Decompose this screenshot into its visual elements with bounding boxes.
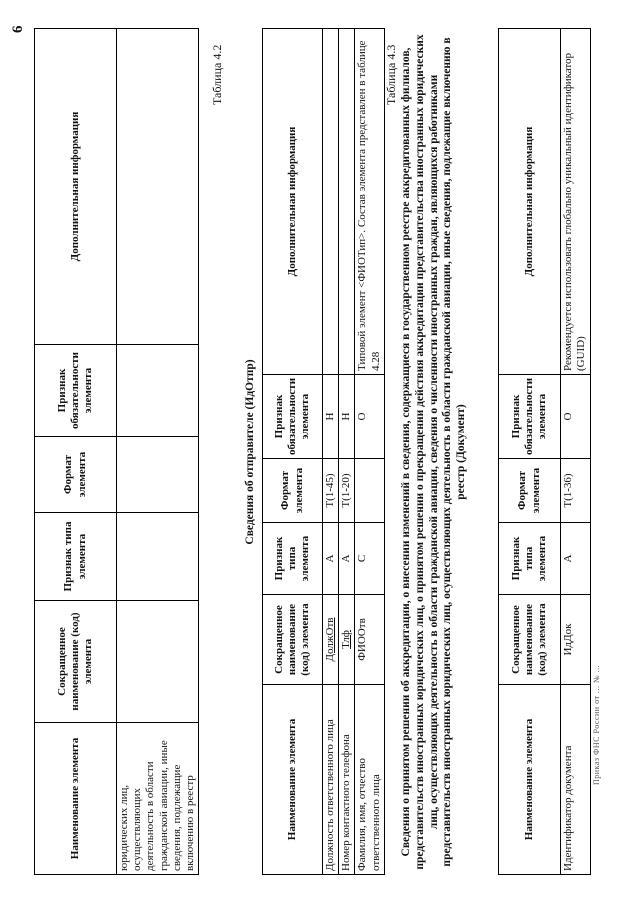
table-row: Номер контактного телефона Тлф А Т(1-20) Н — [339, 29, 355, 875]
table2-title: Сведения об отправителе (ИдОтпр) — [244, 359, 256, 545]
header-short: Сокращенное наименование (код) элемента — [499, 595, 561, 685]
table2-caption: Таблица 4.2 — [210, 44, 224, 105]
header-name: Наименование элемента — [35, 723, 117, 875]
margin-stamp: Приказ ФНС России от ... № ... — [592, 664, 601, 785]
header-name: Наименование элемента — [263, 685, 323, 875]
header-name: Наименование элемента — [499, 685, 561, 875]
header-format: Формат элемента — [499, 459, 561, 523]
continuation-text: юридических лиц, осуществляющих деятельность в области гражданской авиации, иные сведения, подлежащие включению в реестр — [117, 723, 199, 875]
header-type: Признак типа элемента — [263, 523, 323, 595]
header-required: Признак обязательности элемента — [35, 345, 117, 437]
header-type: Признак типа элемента — [35, 513, 117, 601]
table-row: Фамилия, имя, отчество ответственного лица ФИООтв С О Типовой элемент <ФИОТип>. Состав элемента представлен в таблице 4.28 — [355, 29, 384, 875]
table-continuation — [34, 28, 199, 875]
header-format: Формат элемента — [35, 437, 117, 513]
header-type: Признак типа элемента — [499, 523, 561, 595]
header-required: Признак обязательности элемента — [499, 375, 561, 459]
table-sender — [262, 28, 385, 875]
table3-caption: Таблица 4.3 — [384, 44, 398, 105]
header-info: Дополнительная информация — [263, 29, 323, 375]
header-info: Дополнительная информация — [499, 29, 561, 375]
table-row: Идентификатор документа ИдДок А Т(1-36) О Рекомендуется использовать глобально уникальный идентификатор (GUID) — [561, 29, 591, 875]
header-required: Признак обязательности элемента — [263, 375, 323, 459]
header-short: Сокращенное наименование (код) элемента — [35, 601, 117, 723]
table-document — [498, 28, 591, 875]
header-format: Формат элемента — [263, 459, 323, 523]
table-row: Должность ответственного лица ДолжОтв А Т(1-45) Н — [323, 29, 339, 875]
page-number: 6 — [10, 25, 26, 33]
table3-title: Сведения о принятом решении об аккредитации, о внесении изменений в сведения, содержащиеся в государственном реестре аккредитованных филиалов, представительств иностранных юридических лиц, о принятом решении о прекращении действия аккредитации представительства иностранных юридических лиц, осуществляющих деятельность в области гражданской авиации, сведения о численности иностранных граждан, являющихся работниками представительств иностранных юридических лиц, осуществляющих деятельность в области гражданской авиации, иные сведения, подлежащие включению в реестр (Документ) — [400, 34, 468, 870]
header-short: Сокращенное наименование (код) элемента — [263, 595, 323, 685]
header-info: Дополнительная информация — [35, 29, 117, 345]
